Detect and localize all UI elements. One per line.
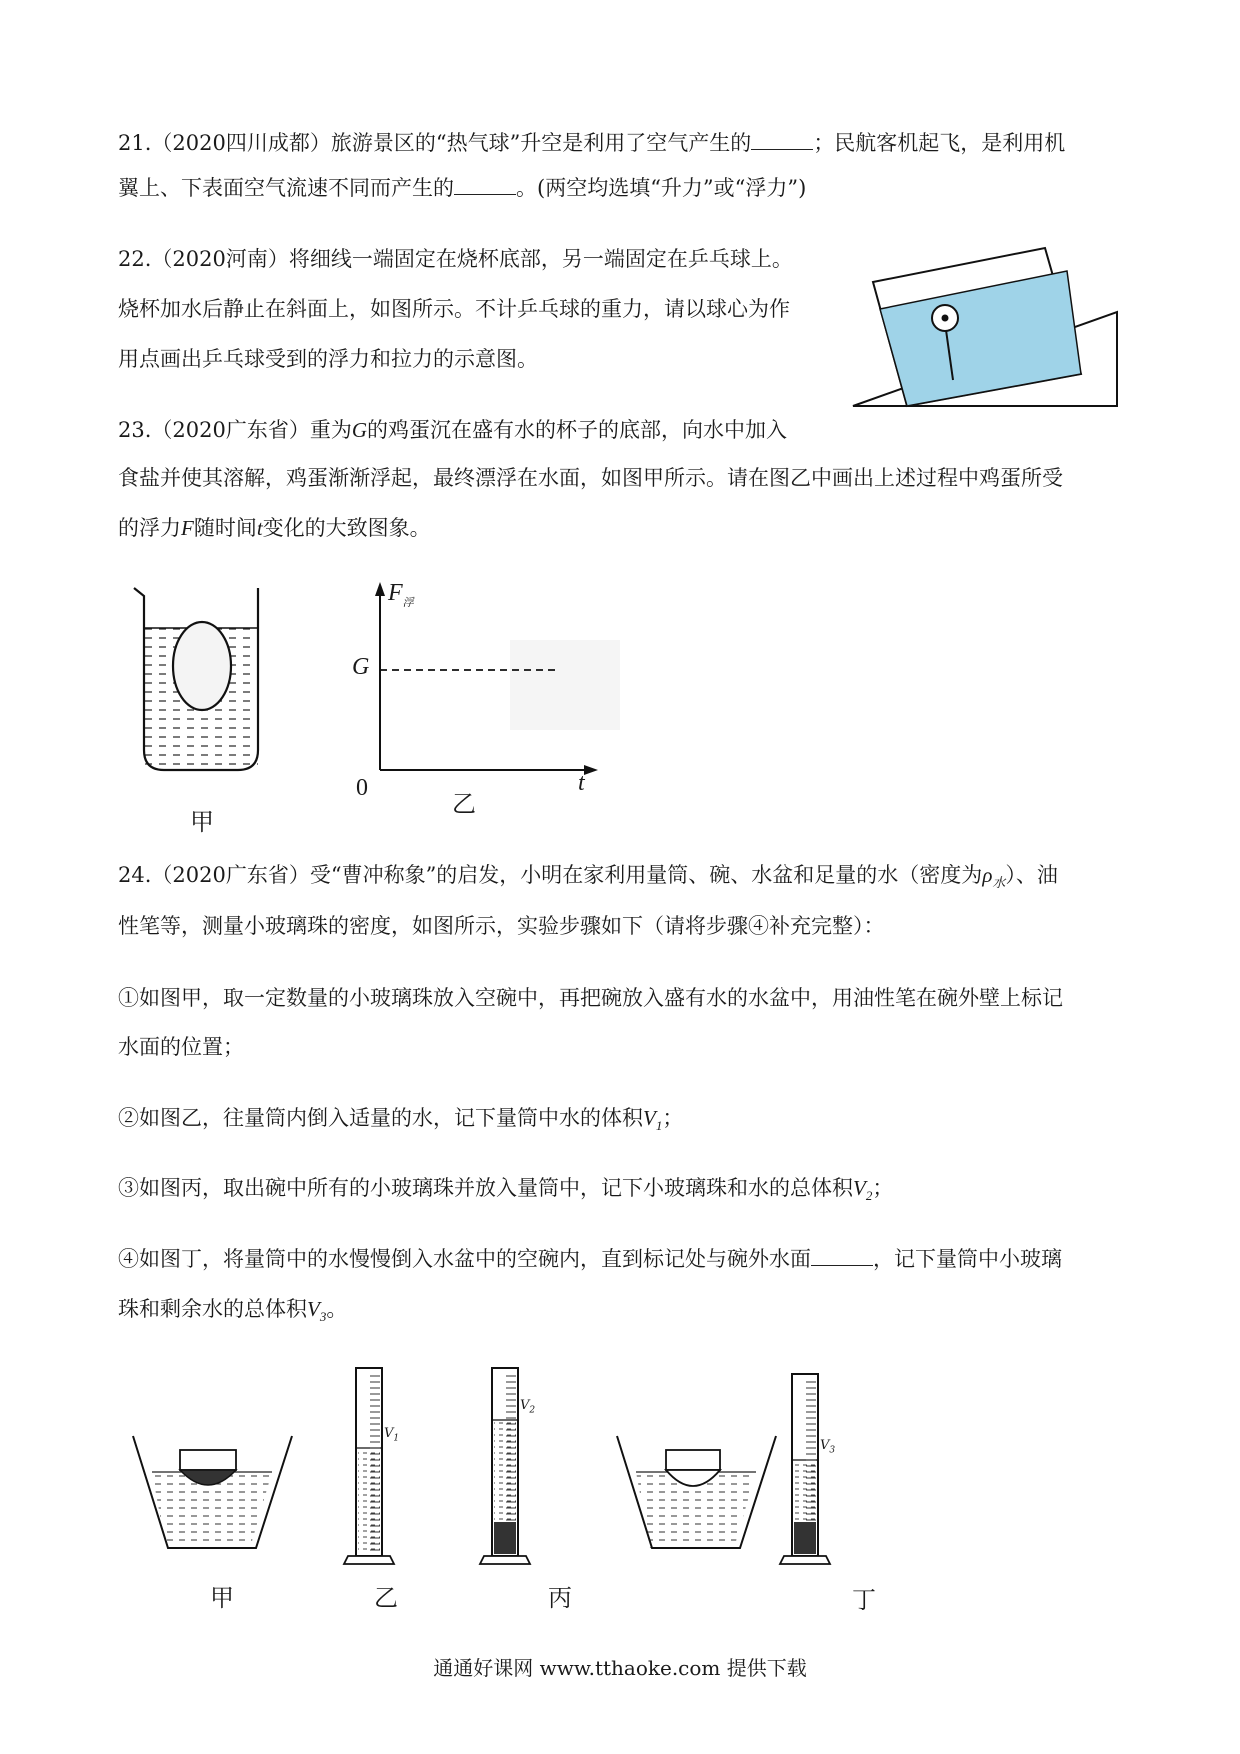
q21-blank-2[interactable] [454,176,516,195]
q24-caption-jia: 甲 [210,1584,234,1612]
q21-text-b: ；民航客机起飞，是利用机 [813,131,1066,155]
ball-center-dot [942,315,949,322]
q24-step2: ②如图乙，往量筒内倒入适量的水，记下量筒中水的体积$V_1$； [118,1106,684,1134]
q24-caption-ding: 丁 [852,1586,876,1614]
q23-text-b: 的鸡蛋沉在盛有水的杯子的底部，向水中加入 [367,418,788,442]
label-V2: $V_2$ [520,1398,536,1416]
q24-caption-yi: 乙 [374,1584,398,1612]
q22-line2: 烧杯加水后静止在斜面上，如图所示。不计乒乓球的重力，请以球心为作 [118,297,790,321]
q22-beaker-on-incline-figure [845,240,1125,415]
q23-line2: 食盐并使其溶解，鸡蛋渐渐浮起，最终漂浮在水面，如图甲所示。请在图乙中画出上述过程中鸡蛋所受 [118,466,1063,490]
q21-line1 [118,128,1065,158]
step4-V3: $V_3$ [307,1297,327,1325]
q23-F: F [181,516,194,540]
q23-t: t [256,516,263,540]
q24-step1-line2: 水面的位置； [118,1035,244,1059]
cylinder-scale-ticks [130,1360,980,1580]
graph-G-label: G [352,654,370,680]
q24-step3: ③如图丙，取出碗中所有的小玻璃珠并放入量筒中，记下小玻璃珠和水的总体积$V_2$； [118,1176,894,1204]
q23-text-d: 随时间 [193,516,257,540]
q24-step4-line1: ④如图丁，将量筒中的水慢慢倒入水盆中的空碗内，直到标记处与碗外水面 ，记下量筒中小玻璃 [118,1247,1062,1271]
q21-blank-1[interactable] [751,131,813,150]
q23-G: G [351,418,368,442]
graph-t-label: t [578,770,585,796]
q24-blank[interactable] [811,1247,873,1266]
q21-line2 [118,173,806,203]
q22-line1: 22.（2020河南）将细线一端固定在烧杯底部，另一端固定在乒乓球上。 [118,247,793,271]
q23-text-e: 变化的大致图象。 [262,516,431,540]
q24-text-a: 24.（2020广东省）受“曹冲称象”的启发，小明在家利用量筒、碗、水盆和足量的水（密度为 [118,863,983,887]
q23-line3 [118,513,431,543]
q23-line1 [118,415,787,445]
q23-egg-beaker-figure [130,580,280,790]
q24-rho: $\rho_水$ [982,863,1006,891]
label-V3: $V_3$ [820,1438,836,1456]
q23-text-a: 23.（2020广东省）重为 [118,418,352,442]
q23-text-c: 的浮力 [118,516,181,540]
step2-V1: $V_1$ [643,1106,663,1134]
q24-step1-line1: ①如图甲，取一定数量的小玻璃珠放入空碗中，再把碗放入盛有水的水盆中，用油性笔在碗外壁上标记 [118,986,1063,1010]
q21-text-d: 。(两空均选填“升力”或“浮力”) [516,176,807,200]
q24-text-b: ）、油 [1005,863,1058,887]
graph-F-label: $F_浮$ [388,580,414,609]
q24-step4-line2: 珠和剩余水的总体积$V_3$。 [118,1297,348,1325]
q23-caption-yi: 乙 [452,790,476,818]
q21-text-a: 21.（2020四川成都）旅游景区的“热气球”升空是利用了空气产生的 [118,131,752,155]
egg [173,622,231,710]
label-V1: $V_1$ [384,1426,400,1444]
q24-line2: 性笔等，测量小玻璃珠的密度，如图所示，实验步骤如下（请将步骤④补充完整）： [118,914,885,938]
q24-line1 [118,860,1058,898]
q21-text-c: 翼上、下表面空气流速不同而产生的 [118,176,454,200]
graph-origin-label: 0 [356,775,368,801]
step3-V2: $V_2$ [853,1176,873,1204]
q24-caption-bing: 丙 [548,1584,572,1612]
q23-caption-jia: 甲 [190,808,214,836]
q22-line3: 用点画出乒乓球受到的浮力和拉力的示意图。 [118,347,538,371]
page-footer: 通通好课网 www.tthaoke.com 提供下载 [433,1656,807,1680]
